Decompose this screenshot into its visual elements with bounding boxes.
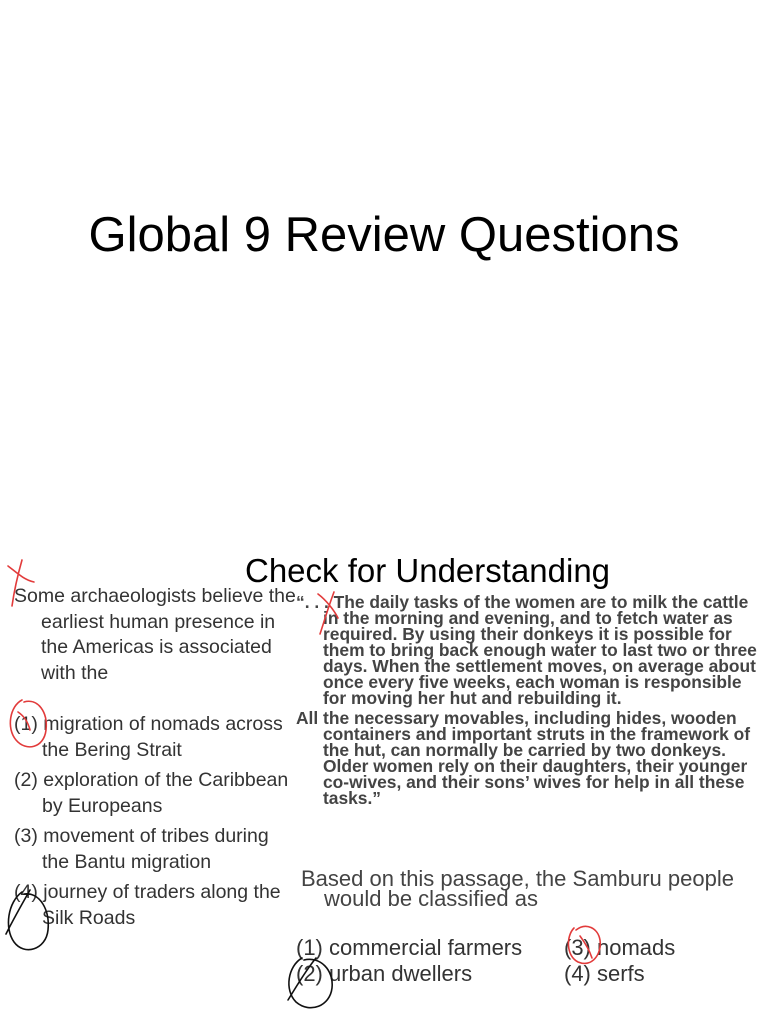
question-2: [301, 866, 741, 911]
question-2-stem: Based on this passage, the Samburu people would be classified as: [301, 866, 734, 911]
passage: [296, 594, 766, 810]
question-1-option-1: (1) migration of nomads across the Bering Strait: [14, 713, 283, 761]
question-2-option-3: (3) nomads: [564, 935, 676, 960]
section-title: Check for Understanding: [245, 552, 611, 589]
question-2-option-4: (4) serfs: [564, 961, 645, 986]
question-2-option-1: (1) commercial farmers: [296, 935, 523, 960]
question-1-stem: Some archaeologists believe the earliest human presence in the Americas is associated with the: [14, 585, 296, 684]
question-1: [14, 584, 296, 936]
question-2-option-2: (2) urban dwellers: [296, 961, 473, 986]
passage-paragraph-1: “. . . The daily tasks of the women are to milk the cattle in the morning and evening, and to fetch water as required. By using their donkeys it is possible for them to bring back enough water to last two or three days. When the settlement moves, on average about once every five weeks, each woman is responsible for moving her hut and rebuilding it.: [296, 592, 757, 708]
question-1-option-3: (3) movement of tribes during the Bantu migration: [14, 825, 269, 873]
question-1-option-2: (2) exploration of the Caribbean by Europeans: [14, 769, 289, 817]
passage-paragraph-2: All the necessary movables, including hides, wooden containers and important struts in the framework of the hut, can normally be carried by two donkeys. Older women rely on their daughters, their younger co-wives, and their sons’ wives for help in all these tasks.”: [296, 708, 751, 808]
question-1-option-4: (4) journey of traders along the Silk Roads: [14, 881, 281, 929]
slide-title: Global 9 Review Questions: [88, 208, 680, 262]
